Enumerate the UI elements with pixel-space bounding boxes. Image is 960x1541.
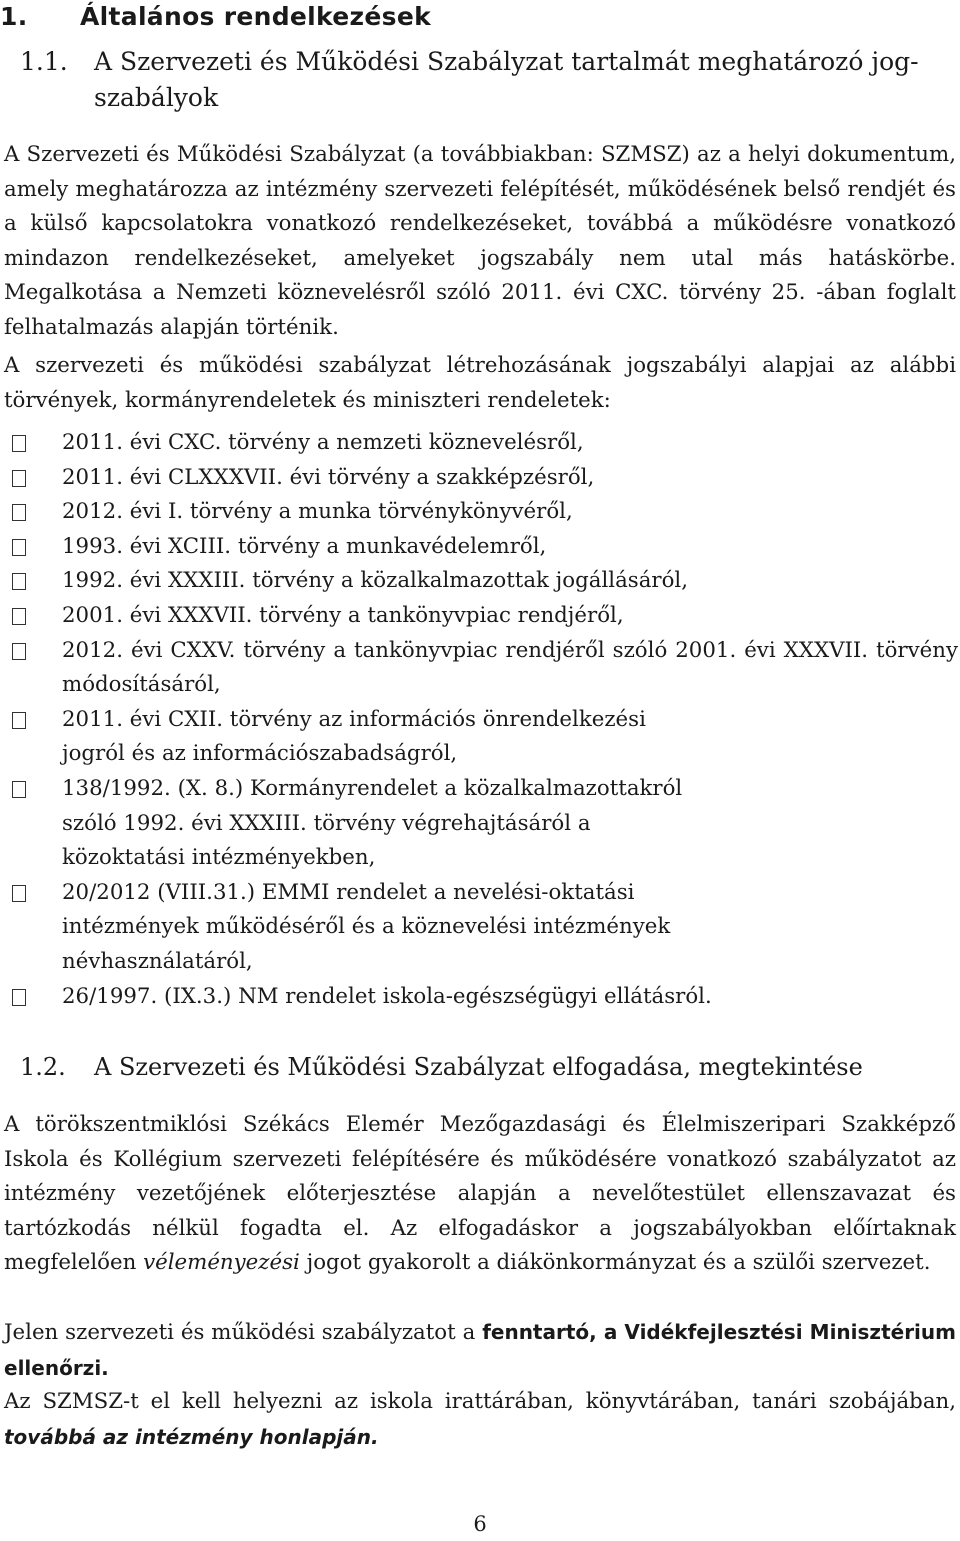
bold-italic-text: továbbá az intézmény honlapján. — [4, 1424, 379, 1449]
list-item: 2012. évi CXXV. törvény a tankönyvpiac rendjéről szóló 2001. évi XXXVII. törvény módosításáról, — [12, 634, 958, 703]
list-item: 2011. évi CLXXXVII. évi törvény a szakképzésről, — [12, 461, 958, 496]
paragraph-adoption: A törökszentmiklósi Székács Elemér Mezőgazdasági és Élelmiszeripari Szakképző Iskola és Kollégium szervezeti felépítésére és működésére vonatkozó szabályzatot az intézmény vezetőjének előterjesztése alapján a nevelőtestület ellenszavazat és tartózkodás nélkül fogadta el. Az elfogadáskor a jogszabályokban előírtaknak megfelelően véleményezési jogot gyakorolt a diákönkormányzat és a szülői szervezet. — [4, 1112, 956, 1275]
emphasis-text: véleményezési — [143, 1250, 300, 1275]
list-item: 26/1997. (IX.3.) NM rendelet iskola-egészségügyi ellátásról. — [12, 980, 958, 1015]
list-item: 2011. évi CXII. törvény az információs önrendelkezési jogról és az információszabadságról, — [12, 703, 712, 772]
paragraph-legal-basis: A szervezeti és működési szabályzat létrehozásának jogszabályi alapjai az alábbi törvények, kormányrendeletek és miniszteri rendeletek: — [4, 353, 956, 413]
bold-text: fenntartó, a Vidékfejlesztési Minisztérium ellenőrzi. — [4, 1320, 956, 1380]
list-item: 2012. évi I. törvény a munka törvénykönyvéről, — [12, 495, 958, 530]
paragraph-placement: Az SZMSZ-t el kell helyezni az iskola irattárában, könyvtárában, tanári szobájában, továbbá az intézmény honlapján. — [4, 1389, 956, 1449]
checkbox-icon — [12, 504, 26, 521]
list-item: 2001. évi XXXVII. törvény a tankönyvpiac rendjéről, — [12, 599, 958, 634]
checkbox-icon — [12, 608, 26, 625]
checkbox-icon — [12, 885, 26, 902]
checkbox-icon — [12, 539, 26, 556]
subsection-number: 1.2. — [20, 1053, 66, 1081]
checkbox-icon — [12, 435, 26, 452]
subsection-title-line1: A Szervezeti és Működési Szabályzat tartalmát meghatározó jog- — [94, 47, 919, 76]
list-item: 138/1992. (X. 8.) Kormányrendelet a közalkalmazottakról szóló 1992. évi XXXIII. törvény végrehajtásáról a közoktatási intézményekben, — [12, 772, 712, 876]
checkbox-icon — [12, 643, 26, 660]
checkbox-icon — [12, 712, 26, 729]
law-list — [12, 426, 958, 1014]
subsection-title-line2: szabályok — [94, 83, 219, 112]
list-item: 1992. évi XXXIII. törvény a közalkalmazottak jogállásáról, — [12, 564, 958, 599]
subsection-number: 1.1. — [20, 47, 68, 76]
subsection-title: A Szervezeti és Működési Szabályzat elfogadása, megtekintése — [94, 1053, 863, 1081]
list-item: 20/2012 (VIII.31.) EMMI rendelet a nevelési-oktatási intézmények működéséről és a köznevelési intézmények névhasználatáról, — [12, 876, 712, 980]
section-title: Általános rendelkezések — [80, 2, 432, 31]
paragraph-szmsz-definition: A Szervezeti és Működési Szabályzat (a továbbiakban: SZMSZ) az a helyi dokumentum, amely meghatározza az intézmény szervezeti felépítését, működésének belső rendjét és a külső kapcsolatokra vonatkozó rendelkezéseket, továbbá a működésre vonatkozó mindazon rendelkezéseket, amelyeket jogszabály nem utal más hatáskörbe. Megalkotása a Nemzeti köznevelésről szóló 2011. évi CXC. törvény 25. -ában foglalt felhatalmazás alapján történik. — [4, 142, 956, 340]
page-number: 6 — [473, 1512, 487, 1536]
list-item: 2011. évi CXC. törvény a nemzeti köznevelésről, — [12, 426, 958, 461]
checkbox-icon — [12, 989, 26, 1006]
subsection-heading-1-2 — [20, 1049, 863, 1085]
checkbox-icon — [12, 781, 26, 798]
section-heading — [0, 2, 431, 31]
section-number: 1. — [0, 2, 28, 31]
paragraph-supervision: Jelen szervezeti és működési szabályzatot a fenntartó, a Vidékfejlesztési Minisztérium ellenőrzi. — [4, 1320, 956, 1380]
list-item: 1993. évi XCIII. törvény a munkavédelemről, — [12, 530, 958, 565]
checkbox-icon — [12, 470, 26, 487]
subsection-heading-1-1 — [20, 44, 919, 116]
checkbox-icon — [12, 573, 26, 590]
